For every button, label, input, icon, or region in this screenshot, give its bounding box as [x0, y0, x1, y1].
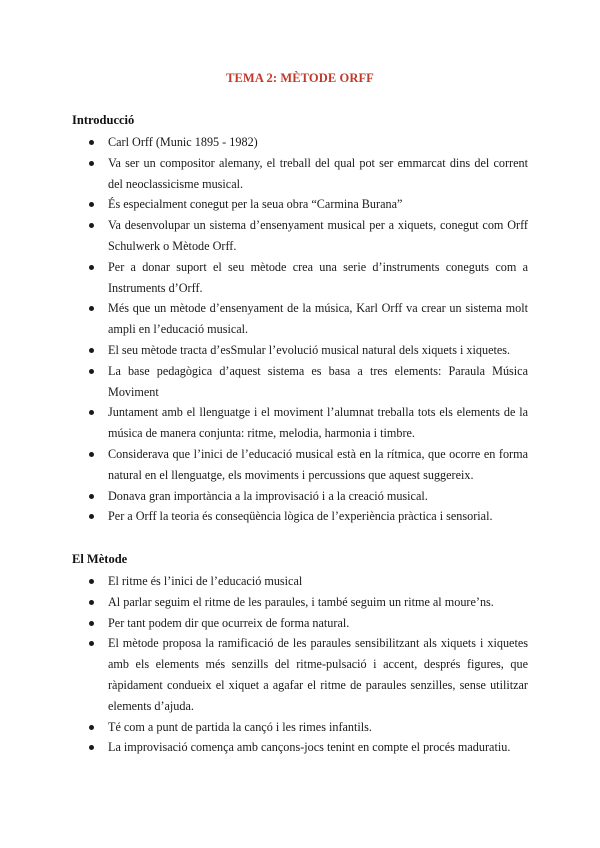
- list-item-text: Va ser un compositor alemany, el treball del qual pot ser emmarcat dins del corrent del neoclassicisme musical.: [108, 155, 528, 191]
- list-item: [72, 215, 528, 257]
- bullet-icon: [89, 306, 94, 311]
- list-item-text: Per a donar suport el seu mètode crea una serie d’instruments coneguts com a Instruments d’Orff.: [108, 259, 528, 295]
- list-item-text: Per tant podem dir que ocurreix de forma natural.: [108, 615, 350, 630]
- list-item-text: La improvisació comença amb cançons-jocs tenint en compte el procés maduratiu.: [108, 740, 511, 755]
- bullet-icon: [89, 223, 94, 228]
- list-item: [72, 444, 528, 486]
- list-item: [72, 257, 528, 299]
- bullet-icon: [89, 600, 94, 605]
- bullet-icon: [89, 579, 94, 584]
- list-item: [72, 592, 528, 613]
- bullet-icon: [89, 410, 94, 415]
- list-item: [72, 298, 528, 340]
- list-item-text: És especialment conegut per la seua obra “Carmina Burana”: [108, 197, 403, 212]
- list-item: [72, 506, 528, 527]
- bullet-icon: [89, 161, 94, 166]
- list-item-text: Juntament amb el llenguatge i el moviment l’alumnat treballa tots els elements de la música de manera conjunta: ritme, melodia, harmonia i timbre.: [108, 405, 528, 441]
- bullet-icon: [89, 745, 94, 750]
- list-item: [72, 737, 528, 758]
- list-item: [72, 613, 528, 634]
- section-heading-introduccio: Introducció: [72, 113, 135, 127]
- bullet-icon: [89, 621, 94, 626]
- list-item: [72, 633, 528, 716]
- list-item-text: El ritme és l’inici de l’educació musical: [108, 574, 303, 588]
- bullet-icon: [89, 514, 94, 519]
- list-item-text: El seu mètode tracta d’esSmular l’evolució musical natural dels xiquets i xiquetes.: [108, 342, 511, 357]
- bullet-icon: [89, 452, 94, 457]
- list-item: [72, 486, 528, 507]
- bullet-list-el-metode: [72, 571, 528, 758]
- list-item: [72, 340, 528, 361]
- list-item-text: Més que un mètode d’ensenyament de la música, Karl Orff va crear un sistema molt ampli en l’educació musical.: [108, 301, 528, 337]
- list-item: [72, 153, 528, 195]
- bullet-icon: [89, 140, 94, 145]
- bullet-list-introduccio: [72, 132, 528, 527]
- list-item-text: El mètode proposa la ramificació de les paraules sensibilitzant als xiquets i xiquetes amb els elements més senzills del ritme-pulsació i accent, després figures, que ràpidament condueix el xiquet a agafar el ritme de paraules senzilles, sense utilitzar elements d’ajuda.: [108, 636, 528, 713]
- section-heading-el-metode: El Mètode: [72, 552, 128, 566]
- list-item-text: Donava gran importància a la improvisació i a la creació musical.: [108, 488, 428, 503]
- bullet-icon: [89, 494, 94, 499]
- list-item-text: Al parlar seguim el ritme de les paraules, i també seguim un ritme al moure’ns.: [108, 594, 494, 609]
- page-title: TEMA 2: MÈTODE ORFF: [226, 71, 374, 85]
- list-item: [72, 194, 528, 215]
- bullet-icon: [89, 369, 94, 374]
- bullet-icon: [89, 265, 94, 270]
- list-item: [72, 361, 528, 403]
- list-item-text: Considerava que l’inici de l’educació musical està en la rítmica, que ocorre en forma natural en el llenguatge, els moviments i percussions que aquest suggereix.: [108, 446, 528, 482]
- list-item: [72, 717, 528, 738]
- list-item-text: Carl Orff (Munic 1895 - 1982): [108, 135, 258, 149]
- list-item: [72, 402, 528, 444]
- bullet-icon: [89, 348, 94, 353]
- bullet-icon: [89, 641, 94, 646]
- list-item-text: Té com a punt de partida la cançó i les rimes infantils.: [108, 719, 372, 734]
- bullet-icon: [89, 202, 94, 207]
- list-item: [72, 571, 528, 592]
- bullet-icon: [89, 725, 94, 730]
- list-item-text: Va desenvolupar un sistema d’ensenyament musical per a xiquets, conegut com Orff Schulwerk o Mètode Orff.: [108, 218, 528, 253]
- list-item-text: Per a Orff la teoria és conseqüència lògica de l’experiència pràctica i sensorial.: [108, 509, 493, 524]
- list-item: [72, 132, 528, 153]
- list-item-text: La base pedagògica d’aquest sistema es basa a tres elements: Paraula Música Moviment: [108, 363, 528, 399]
